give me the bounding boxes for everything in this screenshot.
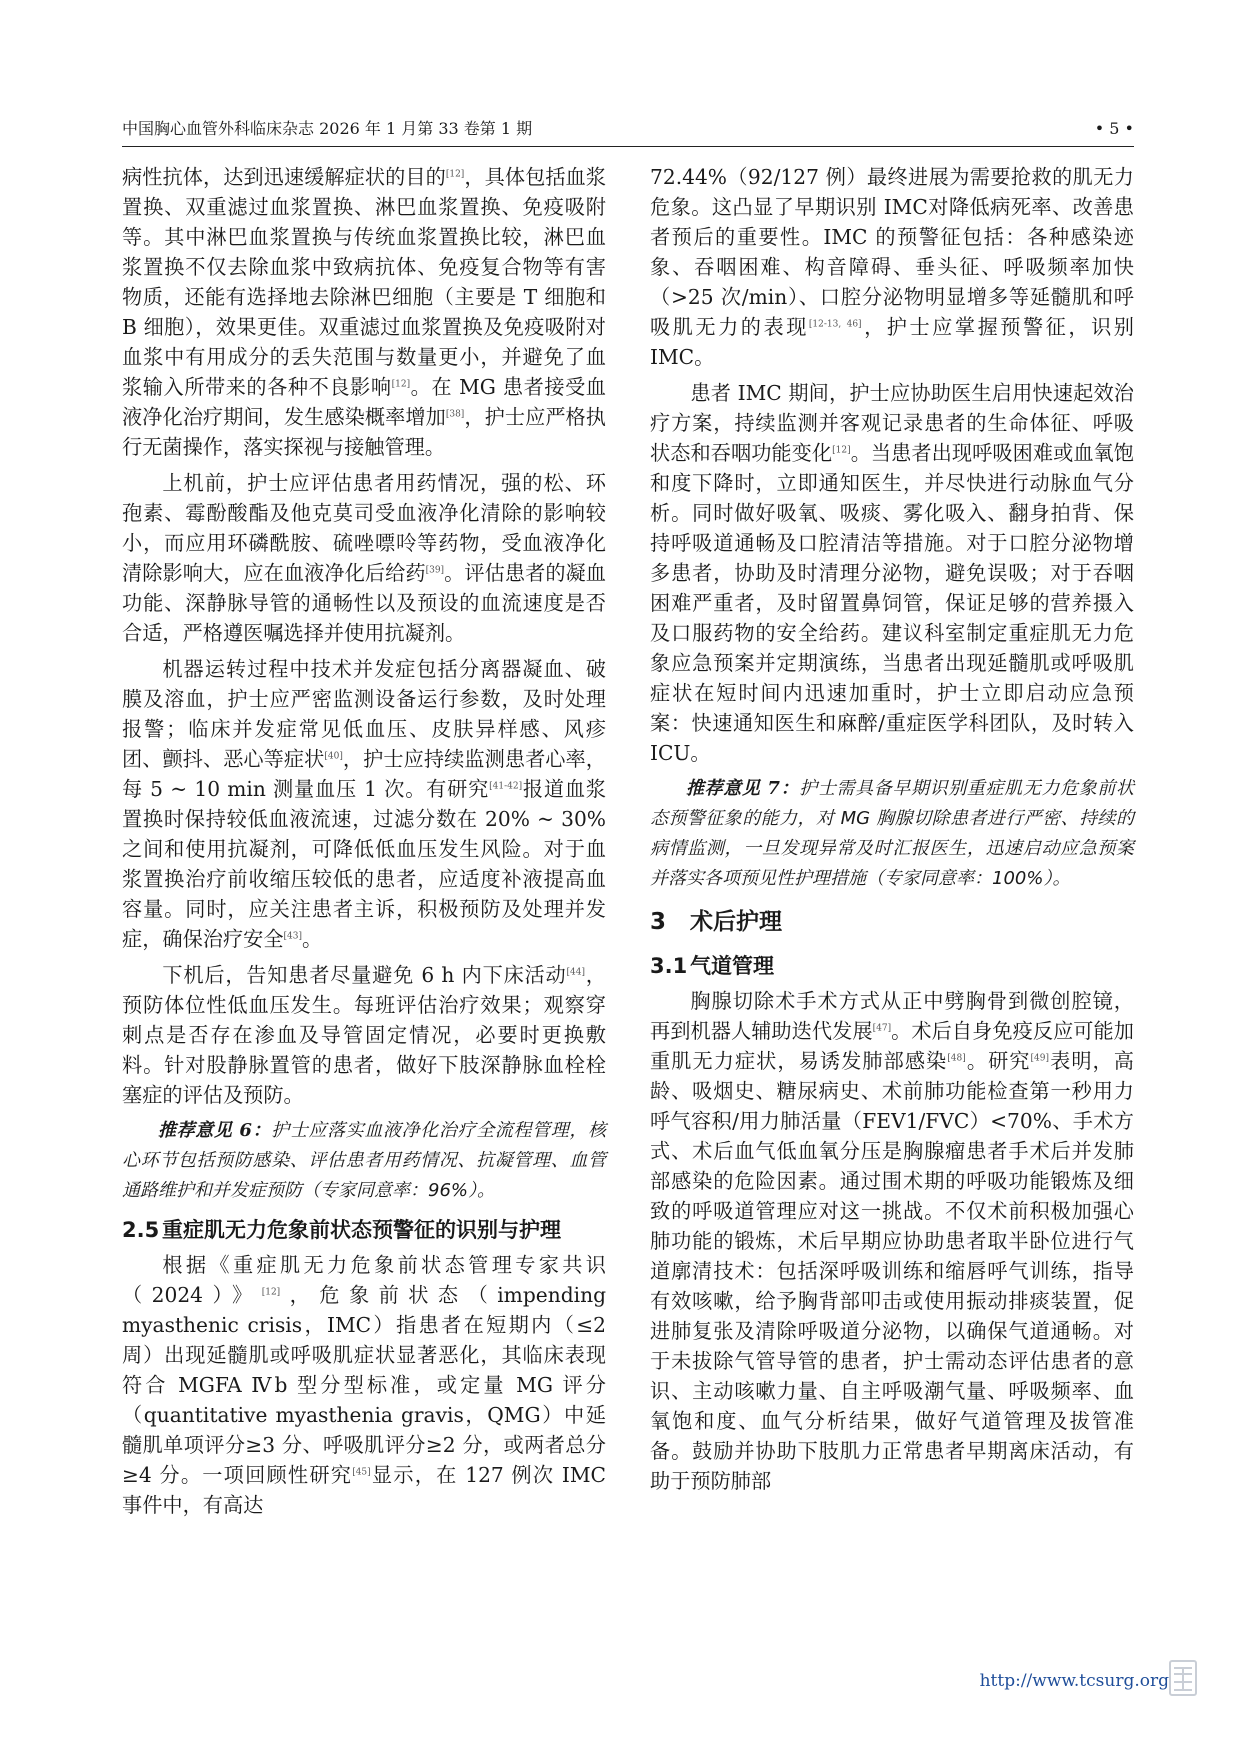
- paragraph: 病性抗体，达到迅速缓解症状的目的[12]，具体包括血浆置换、双重滤过血浆置换、淋巴血浆置换、免疫吸附等。其中淋巴血浆置换与传统血浆置换比较，淋巴血浆置换不仅去除血浆中致病抗体、免疫复合物等有害物质，还能有选择地去除淋巴细胞（主要是 T 细胞和 B 细胞），效果更佳。双重滤过血浆置换及免疫吸附对血浆中有用成分的丢失范围与数量更小，并避免了血浆输入所带来的各种不良影响[12]。在 MG 患者接受血液净化治疗期间，发生感染概率增加[38]，护士应严格执行无菌操作，落实探视与接触管理。: [122, 165, 606, 459]
- citation[interactable]: [39]: [425, 565, 445, 576]
- citation[interactable]: [12-13, 46]: [808, 319, 862, 330]
- citation[interactable]: [40]: [324, 751, 343, 762]
- section-heading-3: 3 术后护理: [650, 909, 782, 935]
- page-number: • 5 •: [1094, 119, 1134, 138]
- journal-seal-icon: [1169, 1660, 1197, 1696]
- journal-url-link[interactable]: http://www.tcsurg.org: [979, 1671, 1169, 1691]
- journal-title: 中国胸心血管外科临床杂志 2026 年 1 月第 33 卷第 1 期: [122, 119, 533, 138]
- right-column: [650, 162, 1134, 1502]
- citation[interactable]: [49]: [1030, 1053, 1050, 1064]
- citation[interactable]: [43]: [283, 931, 302, 942]
- recommendation-body: 护士应落实血液净化治疗全流程管理，核心环节包括预防感染、评估患者用药情况、抗凝管理、血管通路维护和并发症预防（专家同意率：96%）。: [122, 1120, 607, 1201]
- citation[interactable]: [12]: [261, 1287, 281, 1298]
- running-header: [122, 118, 1134, 142]
- paragraph: 机器运转过程中技术并发症包括分离器凝血、破膜及溶血，护士应严密监测设备运行参数，及时处理报警；临床并发症常见低血压、皮肤异样感、风疹团、颤抖、恶心等症状[40]，护士应持续监测患者心率，每 5 ~ 10 min 测量血压 1 次。有研究[41-42]报道血浆置换时保持较低血液流速，过滤分数在 20% ~ 30% 之间和使用抗凝剂，可降低低血压发生风险。对于血浆置换治疗前收缩压较低的患者，应适度补液提高血容量。同时，应关注患者主诉，积极预防及处理并发症，确保治疗安全[43]。: [122, 657, 606, 951]
- section-heading-3-1: 3.1 气道管理: [650, 954, 774, 978]
- citation[interactable]: [12]: [391, 379, 411, 390]
- citation[interactable]: [12]: [445, 169, 465, 180]
- header-rule: [122, 146, 1134, 147]
- citation[interactable]: [44]: [566, 967, 585, 978]
- recommendation-6: [122, 1116, 606, 1206]
- citation[interactable]: [41-42]: [489, 781, 523, 792]
- paragraph: 72.44%（92/127 例）最终进展为需要抢救的肌无力危象。这凸显了早期识别 IMC对降低病死率、改善患者预后的重要性。IMC 的预警征包括：各种感染迹象、吞咽困难、构音障碍、垂头征、呼吸频率加快（>25 次/min）、口腔分泌物明显增多等延髓肌和呼吸肌无力的表现[12-13, 46]，护士应掌握预警征，识别 IMC。: [650, 165, 1134, 369]
- paragraph: 下机后，告知患者尽量避免 6 h 内下床活动[44]，预防体位性低血压发生。每班评估治疗效果；观察穿刺点是否存在渗血及导管固定情况，必要时更换敷料。针对股静脉置管的患者，做好下肢深静脉血栓栓塞症的评估及预防。: [122, 963, 606, 1107]
- left-column: [122, 162, 606, 1526]
- paragraph: 根据《重症肌无力危象前状态管理专家共识（2024）》[12]，危象前状态（impending myasthenic crisis，IMC）指患者在短期内（≤2 周）出现延髓肌或呼吸肌症状显著恶化，其临床表现符合 MGFA Ⅳb 型分型标准，或定量 MG 评分（quantitative myasthenia gravis，QMG）中延髓肌单项评分≥3 分、呼吸肌评分≥2 分，或两者总分≥4 分。一项回顾性研究[45]显示，在 127 例次 IMC 事件中，有高达: [122, 1253, 606, 1517]
- recommendation-heading: 推荐意见 7：: [686, 778, 800, 799]
- citation[interactable]: [45]: [352, 1467, 371, 1478]
- section-heading-2-5: 2.5 重症肌无力危象前状态预警征的识别与护理: [122, 1218, 561, 1242]
- citation[interactable]: [48]: [947, 1053, 966, 1064]
- paragraph: 上机前，护士应评估患者用药情况，强的松、环孢素、霉酚酸酯及他克莫司受血液净化清除的影响较小，而应用环磷酰胺、硫唑嘌呤等药物，受血液净化清除影响大，应在血液净化后给药[39]。评估患者的凝血功能、深静脉导管的通畅性以及预设的血流速度是否合适，严格遵医嘱选择并使用抗凝剂。: [122, 471, 606, 645]
- recommendation-body: 护士需具备早期识别重症肌无力危象前状态预警征象的能力，对 MG 胸腺切除患者进行严密、持续的病情监测，一旦发现异常及时汇报医生，迅速启动应急预案并落实各项预见性护理措施（专家同意率：100%）。: [650, 778, 1135, 889]
- recommendation-7: [650, 774, 1134, 894]
- citation[interactable]: [12]: [832, 445, 851, 456]
- paragraph: 胸腺切除术手术方式从正中劈胸骨到微创腔镜，再到机器人辅助迭代发展[47]。术后自身免疫反应可能加重肌无力症状，易诱发肺部感染[48]。研究[49]表明，高龄、吸烟史、糖尿病史、术前肺功能检查第一秒用力呼气容积/用力肺活量（FEV1/FVC）<70%、手术方式、术后血气低血氧分压是胸腺瘤患者手术后并发肺部感染的危险因素。通过围术期的呼吸功能锻炼及细致的呼吸道管理应对这一挑战。不仅术前积极加强心肺功能的锻炼，术后早期应协助患者取半卧位进行气道廓清技术：包括深呼吸训练和缩唇呼气训练，指导有效咳嗽，给予胸背部叩击或使用振动排痰装置，促进肺复张及清除呼吸道分泌物，以确保气道通畅。对于未拔除气管导管的患者，护士需动态评估患者的意识、主动咳嗽力量、自主呼吸潮气量、呼吸频率、血氧饱和度、血气分析结果，做好气道管理及拔管准备。鼓励并协助下肢肌力正常患者早期离床活动，有助于预防肺部: [650, 989, 1134, 1493]
- citation[interactable]: [38]: [445, 409, 465, 420]
- paragraph: 患者 IMC 期间，护士应协助医生启用快速起效治疗方案，持续监测并客观记录患者的生命体征、呼吸状态和吞咽功能变化[12]。当患者出现呼吸困难或血氧饱和度下降时，立即通知医生，并尽快进行动脉血气分析。同时做好吸氧、吸痰、雾化吸入、翻身拍背、保持呼吸道通畅及口腔清洁等措施。对于口腔分泌物增多患者，协助及时清理分泌物，避免误吸；对于吞咽困难严重者，及时留置鼻饲管，保证足够的营养摄入及口服药物的安全给药。建议科室制定重症肌无力危象应急预案并定期演练，当患者出现延髓肌或呼吸肌症状在短时间内迅速加重时，护士立即启动应急预案：快速通知医生和麻醉/重症医学科团队，及时转入 ICU。: [650, 381, 1134, 765]
- citation[interactable]: [47]: [872, 1023, 892, 1034]
- recommendation-heading: 推荐意见 6：: [158, 1120, 272, 1141]
